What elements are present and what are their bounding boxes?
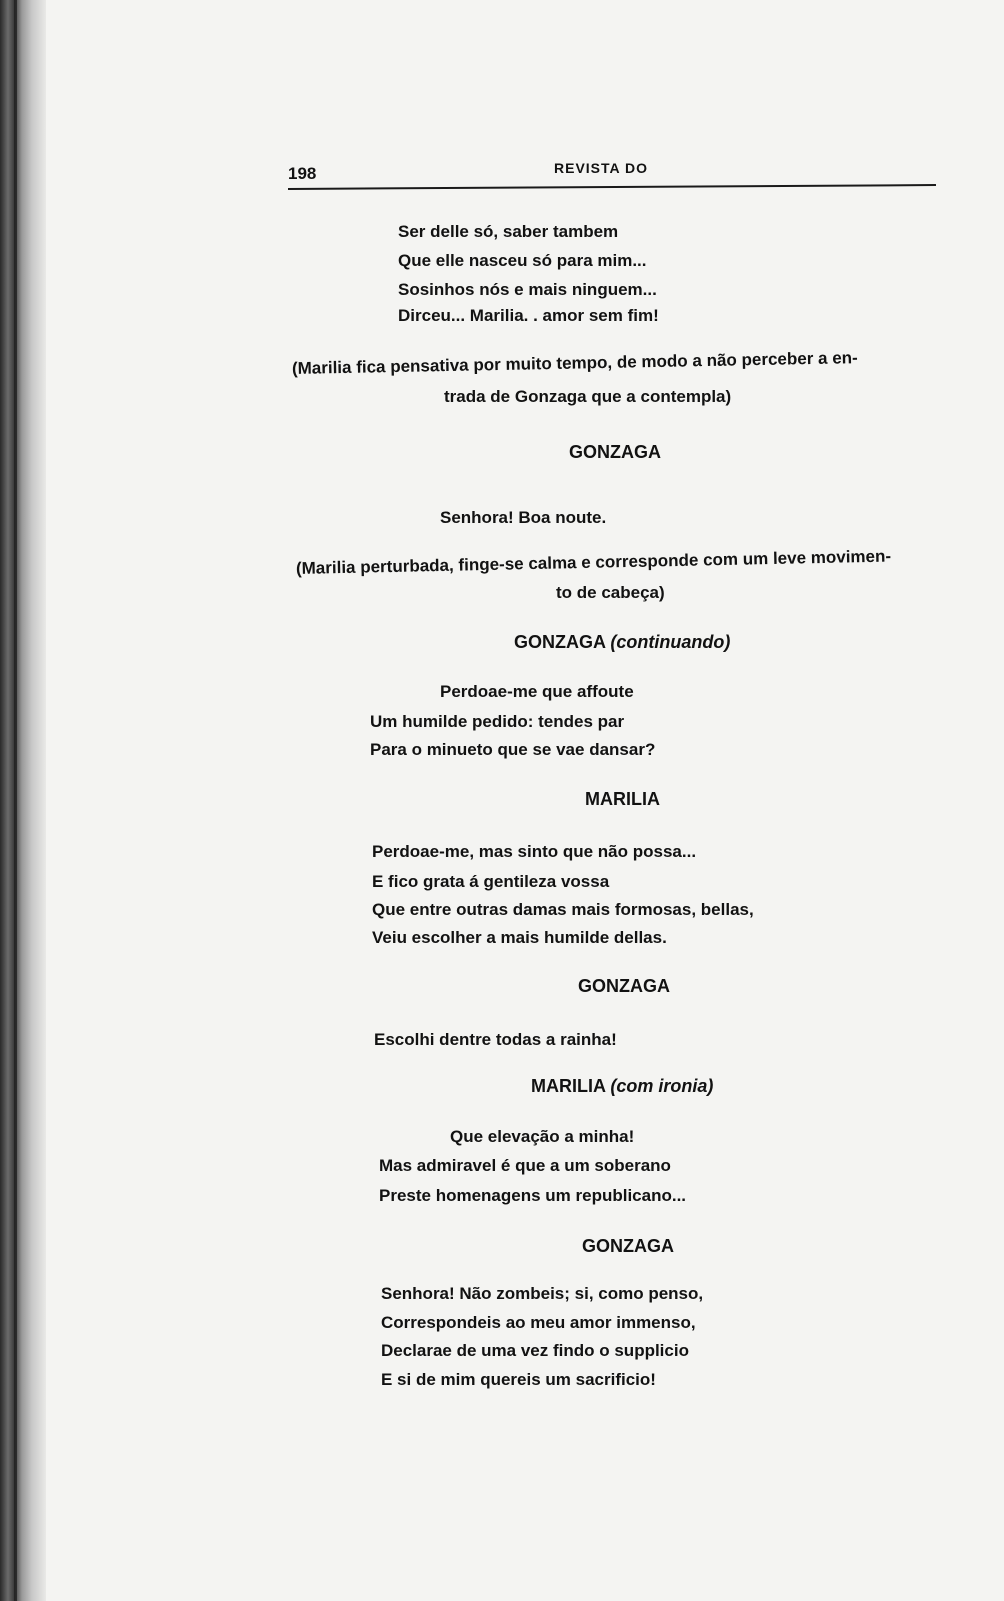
- dialogue-line: Senhora! Boa noute.: [440, 508, 607, 527]
- dialogue-line: Escolhi dentre todas a rainha!: [374, 1030, 617, 1049]
- page-number: 198: [288, 164, 317, 183]
- speaker-heading: [531, 1076, 713, 1097]
- verse-line: Ser delle só, saber tambem: [398, 222, 619, 241]
- speaker-name: GONZAGA: [578, 976, 670, 996]
- stage-direction: trada de Gonzaga que a contempla): [444, 387, 732, 406]
- binding-edge: [14, 0, 17, 1601]
- speaker-name: GONZAGA: [569, 442, 661, 462]
- speaker-note: (continuando): [610, 632, 731, 652]
- stage-direction: (Marilia perturbada, finge-se calma e corresponde com um leve movimen-: [295, 546, 892, 578]
- verse-line: Preste homenagens um republicano...: [379, 1186, 687, 1205]
- verse-line: Correspondeis ao meu amor immenso,: [381, 1313, 696, 1332]
- running-head: REVISTA DO: [554, 160, 649, 176]
- speaker-heading: [514, 632, 730, 653]
- stage-direction: (Marilia fica pensativa por muito tempo, de modo a não perceber a en-: [291, 348, 858, 378]
- verse-line: E fico grata á gentileza vossa: [372, 872, 610, 891]
- verse-line: Que entre outras damas mais formosas, bellas,: [372, 900, 754, 919]
- verse-line: Um humilde pedido: tendes par: [370, 712, 625, 731]
- verse-line: E si de mim quereis um sacrificio!: [381, 1370, 656, 1389]
- page-header: [288, 158, 936, 188]
- speaker-name: MARILIA: [585, 789, 660, 809]
- verse-line: Sosinhos nós e mais ninguem...: [398, 280, 657, 299]
- verse-line: Veiu escolher a mais humilde dellas.: [372, 928, 667, 947]
- verse-line: Senhora! Não zombeis; si, como penso,: [381, 1284, 704, 1303]
- verse-line: Para o minueto que se vae dansar?: [370, 740, 656, 759]
- book-binding-shadow: [0, 0, 46, 1601]
- stage-direction: to de cabeça): [556, 583, 665, 602]
- verse-line: Mas admiravel é que a um soberano: [379, 1156, 671, 1175]
- speaker-name: MARILIA: [531, 1076, 606, 1096]
- speaker-name: GONZAGA: [582, 1236, 674, 1256]
- speaker-name: GONZAGA: [514, 632, 606, 652]
- verse-line: Perdoae-me, mas sinto que não possa...: [372, 842, 697, 861]
- verse-line: Declarae de uma vez findo o supplicio: [381, 1341, 689, 1360]
- speaker-note: (com ironia): [610, 1076, 714, 1096]
- verse-line: Que elle nasceu só para mim...: [398, 251, 647, 270]
- verse-line: Perdoae-me que affoute: [440, 682, 634, 701]
- verse-line: Que elevação a minha!: [450, 1127, 635, 1146]
- verse-line: Dirceu... Marilia. . amor sem fim!: [398, 306, 659, 325]
